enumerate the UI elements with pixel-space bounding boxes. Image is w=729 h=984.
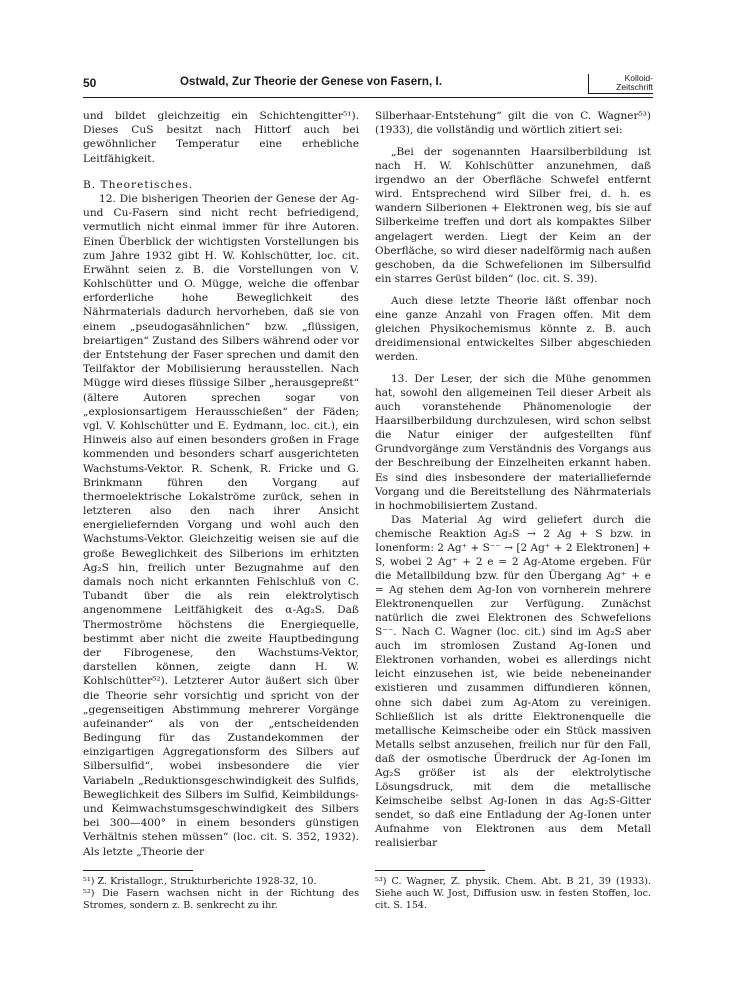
paragraph: 13. Der Leser, der sich die Mühe genommen hat, sowohl den allgemeinen Teil dieser Arbeit als auch voranstehende Phänomenologie der Haarsilberbildung durchzulesen, wird schon selbst die Natur einiger der aufgestellten fünf Grundvorgänge zum Verständnis des Vorgangs aus der Beschreibung der Einzelheiten erkannt haben. Es sind dies insbesondere der materialliefernde Vorgang und die Bereitstellung des Nährmaterials in hochmobilisiertem Zustand. xyxy=(375,373,651,512)
paragraph: Auch diese letzte Theorie läßt offenbar noch eine ganze Anzahl von Fragen offen. Mit dem gleichen Physikochemismus könnte z. B. auch dreidimensional entwickeltes Silber abgeschieden werden. xyxy=(375,294,651,363)
journal-name-line-2: Zeitschrift xyxy=(616,82,653,92)
paragraph: 12. Die bisherigen Theorien der Genese der Ag- und Cu-Fasern sind nicht recht befriedigend, vermutlich nicht einmal immer für ihre Autoren. Einen Überblick der wichtigsten Vorstellungen bis zum Jahre 1932 gibt H. W. Kohlschütter, loc. cit. Erwähnt seien z. B. die Vorstellungen von V. Kohlschütter und O. Mügge, welche die offenbar erforderliche hohe Beweglichkeit des Nährmaterials dadurch hervorheben, daß sie von einem „pseudogasähnlichen“ bzw. „flüssigen, breiartigen“ Zustand des Silbers während oder vor der Entstehung der Faser sprechen und damit den Teilfaktor der Mobilisierung herausstellen. Nach Mügge wird dieses flüssige Silber „herausgepreßt“ (ältere Autoren sprechen sogar von „explosionsartigem Herausschießen“ der Fäden; vgl. V. Kohlschütter und E. Eydmann, loc. cit.), ein Hinweis also auf einen besonders großen in Frage kommenden und besonders scharf ausgerichteten Wachstums-Vektor. R. Schenk, R. Fricke und G. Brinkmann führen den Vorgang auf thermoelektrische Lokalströme zurück, sehen in letzteren also den nach ihrer Ansicht energieliefernden Vorgang und wohl auch den Wachstums-Vektor. Gleichzeitig weisen sie auf die große Beweglichkeit des Silberions im erhitzten Ag₂S hin, freilich unter Bezugnahme auf den damals noch nicht erkannten Fehlschluß von C. Tubandt über die als rein elektrolytisch angenommene Leitfähigkeit des α-Ag₂S. Daß Thermoströme höchstens die Energiequelle, bestimmt aber nicht die zweite Hauptbedingung der Fibrogenese, den Wachstums-Vektor, darstellen können, zeigte dann H. W. Kohlschütter⁵²). Letzterer Autor äußert sich über die Theorie sehr vorsichtig und spricht von der „gegenseitigen Abstimmung mehrerer Vorgänge aufeinander“ als von der „entscheidenden Bedingung für das Zustandekommen der einzigartigen Aggregationsform des Silbers auf Silbersulfid“, wobei insbesondere die vier Variabeln „Reduktionsgeschwindigkeit des Sulfids, Beweglichkeit des Silbers im Sulfid, Keimbildungs- und Keimwachstumsgeschwindigkeit des Silbers bei 300—400° in einem besonders günstigen Verhältnis stehen müssen“ (loc. cit. S. 352, 1932). Als letzte „Theorie der xyxy=(83,192,359,858)
paragraph: Silberhaar-Entstehung“ gilt die von C. Wagner⁵³) (1933), die vollständig und wörtlich zitiert sei: xyxy=(375,110,651,137)
running-title: Ostwald, Zur Theorie der Genese von Fasern, I. xyxy=(180,76,443,88)
footnotes-right xyxy=(375,876,651,912)
footnote-rule-right xyxy=(375,870,485,871)
paragraph: und bildet gleichzeitig ein Schichtengitter⁵¹). Dieses CuS besitzt nach Hittorf auch bei gewöhnlicher Temperatur eine erhebliche Leitfähigkeit. xyxy=(83,110,359,165)
section-heading: B. Theoretisches. xyxy=(83,178,194,191)
journal-name xyxy=(588,74,653,94)
footnote-rule-left xyxy=(83,870,193,871)
footnote: ⁵³) C. Wagner, Z. physik. Chem. Abt. B 21, 39 (1933). Siehe auch W. Jost, Diffusion usw. in festen Stoffen, loc. cit. S. 154. xyxy=(375,876,651,911)
right-column xyxy=(375,109,651,850)
header-rule xyxy=(83,97,653,98)
footnote: ⁵¹) Z. Kristallogr., Strukturberichte 1928-32, 10. xyxy=(83,876,317,887)
footnotes-left xyxy=(83,876,359,912)
journal-name-line-1: Kolloid- xyxy=(624,73,653,83)
footnote: ⁵²) Die Fasern wachsen nicht in der Richtung des Stromes, sondern z. B. senkrecht zu ihr. xyxy=(83,888,359,911)
paragraph: „Bei der sogenannten Haarsilberbildung ist nach H. W. Kohlschütter anzunehmen, daß irgendwo an der Oberfläche Schwefel entfernt wird. Entsprechend wird Silber frei, d. h. es wandern Silberionen + Elektronen weg, bis sie auf Silberkeime treffen und dort als kompaktes Silber angelagert werden. Liegt der Keim an der Oberfläche, so wird dieser nadelförmig nach außen geschoben, da die Schwefelionen im Silbersulfid ein starres Gerüst bilden“ (loc. cit. S. 39). xyxy=(375,146,651,285)
left-column xyxy=(83,109,359,859)
page-number: 50 xyxy=(83,76,97,90)
paragraph: Das Material Ag wird geliefert durch die chemische Reaktion Ag₂S → 2 Ag + S bzw. in Ionenform: 2 Ag⁺ + S⁻⁻ → [2 Ag⁺ + 2 Elektronen] + S, wobei 2 Ag⁺ + 2 e = 2 Ag-Atome ergeben. Für die Metallbildung bzw. für den Übergang Ag⁺ + e = Ag stehen dem Ag-Ion von vornherein mehrere Elektronenquellen zur Verfügung. Zunächst natürlich die zwei Elektronen des Schwefelions S⁻⁻. Nach C. Wagner (loc. cit.) sind im Ag₂S aber auch im stromlosen Zustand Ag-Ionen und Elektronen vorhanden, wobei es allerdings nicht leicht einzusehen ist, wie beide nebeneinander existieren und zusammen diffundieren können, ohne sich dabei zum Ag-Atom zu vereinigen. Schließlich ist als dritte Elektronenquelle die metallische Keimscheibe oder ein Stück massiven Metalls selbst anzusehen, freilich nur für den Fall, daß der osmotische Überdruck der Ag-Ionen im Ag₂S größer ist als der elektrolytische Lösungsdruck, mit dem die metallische Keimscheibe selbst Ag-Ionen in das Ag₂S-Gitter sendet, so daß eine Entladung der Ag-Ionen unter Aufnahme von Elektronen aus dem Metall realisierbar xyxy=(375,513,651,850)
running-header xyxy=(83,74,653,98)
